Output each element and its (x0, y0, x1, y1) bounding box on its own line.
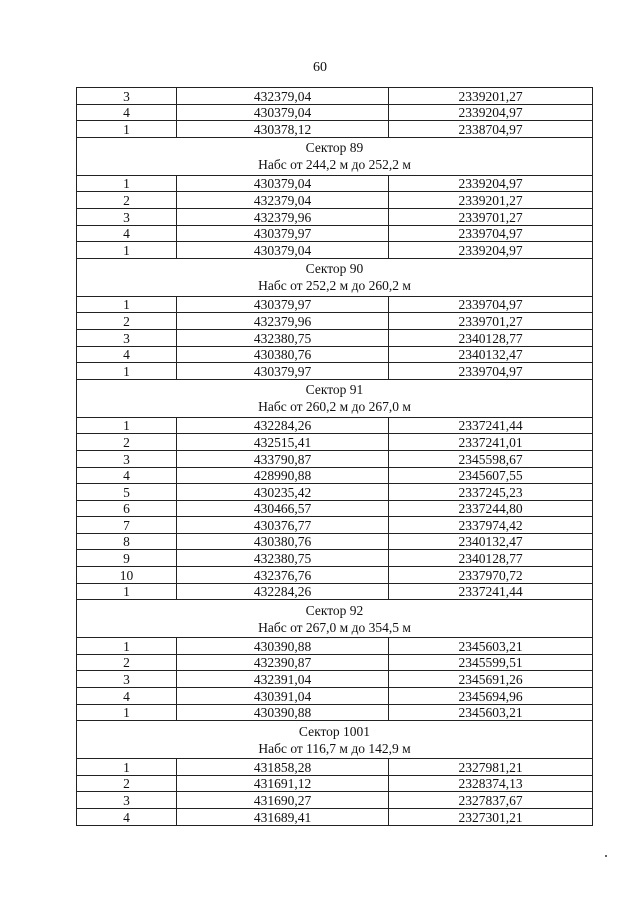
table-row (77, 533, 593, 550)
table-row (77, 759, 593, 776)
y-coordinate-cell: 2339201,27 (389, 88, 593, 105)
y-coordinate-cell: 2327837,67 (389, 792, 593, 809)
x-coordinate-cell: 432376,76 (177, 567, 389, 584)
point-number-cell: 2 (77, 434, 177, 451)
x-coordinate-cell: 430379,97 (177, 363, 389, 380)
table-row (77, 242, 593, 259)
point-number-cell: 4 (77, 346, 177, 363)
table-row (77, 654, 593, 671)
table-row (77, 484, 593, 501)
y-coordinate-cell: 2337970,72 (389, 567, 593, 584)
x-coordinate-cell: 430379,04 (177, 242, 389, 259)
x-coordinate-cell: 430376,77 (177, 517, 389, 534)
table-row (77, 88, 593, 105)
y-coordinate-cell: 2345603,21 (389, 704, 593, 721)
sector-header-row (77, 258, 593, 296)
x-coordinate-cell: 430379,04 (177, 104, 389, 121)
table-row (77, 192, 593, 209)
sector-height-range: Набс от 116,7 м до 142,9 м (258, 740, 411, 756)
point-number-cell: 1 (77, 638, 177, 655)
x-coordinate-cell: 430379,97 (177, 296, 389, 313)
x-coordinate-cell: 430390,88 (177, 638, 389, 655)
table-row (77, 104, 593, 121)
sector-header-row (77, 379, 593, 417)
point-number-cell: 1 (77, 583, 177, 600)
table-row (77, 517, 593, 534)
y-coordinate-cell: 2339201,27 (389, 192, 593, 209)
table-row (77, 175, 593, 192)
sector-title: Сектор 89 (305, 140, 364, 156)
table-row (77, 638, 593, 655)
y-coordinate-cell: 2340128,77 (389, 329, 593, 346)
page-number: 60 (313, 60, 327, 75)
x-coordinate-cell: 432379,96 (177, 208, 389, 225)
sector-title: Сектор 91 (305, 382, 364, 398)
point-number-cell: 7 (77, 517, 177, 534)
table-row (77, 500, 593, 517)
table-row (77, 434, 593, 451)
x-coordinate-cell: 430391,04 (177, 688, 389, 705)
y-coordinate-cell: 2337241,01 (389, 434, 593, 451)
table-row (77, 704, 593, 721)
y-coordinate-cell: 2337241,44 (389, 583, 593, 600)
table-row (77, 688, 593, 705)
y-coordinate-cell: 2345694,96 (389, 688, 593, 705)
y-coordinate-cell: 2339204,97 (389, 242, 593, 259)
x-coordinate-cell: 432284,26 (177, 583, 389, 600)
x-coordinate-cell: 432379,04 (177, 88, 389, 105)
point-number-cell: 3 (77, 88, 177, 105)
table-row (77, 583, 593, 600)
x-coordinate-cell: 432515,41 (177, 434, 389, 451)
point-number-cell: 3 (77, 450, 177, 467)
x-coordinate-cell: 430379,97 (177, 225, 389, 242)
point-number-cell: 9 (77, 550, 177, 567)
x-coordinate-cell: 430380,76 (177, 346, 389, 363)
point-number-cell: 1 (77, 175, 177, 192)
table-row (77, 329, 593, 346)
table-row (77, 208, 593, 225)
y-coordinate-cell: 2345599,51 (389, 654, 593, 671)
point-number-cell: 3 (77, 792, 177, 809)
point-number-cell: 4 (77, 688, 177, 705)
point-number-cell: 1 (77, 704, 177, 721)
y-coordinate-cell: 2340132,47 (389, 533, 593, 550)
y-coordinate-cell: 2345607,55 (389, 467, 593, 484)
x-coordinate-cell: 431689,41 (177, 809, 389, 826)
y-coordinate-cell: 2339704,97 (389, 296, 593, 313)
y-coordinate-cell: 2337245,23 (389, 484, 593, 501)
table-row (77, 792, 593, 809)
x-coordinate-cell: 432284,26 (177, 417, 389, 434)
point-number-cell: 5 (77, 484, 177, 501)
point-number-cell: 3 (77, 208, 177, 225)
table-row (77, 121, 593, 138)
point-number-cell: 4 (77, 809, 177, 826)
x-coordinate-cell: 432380,75 (177, 550, 389, 567)
y-coordinate-cell: 2339204,97 (389, 104, 593, 121)
x-coordinate-cell: 431691,12 (177, 775, 389, 792)
table-row (77, 450, 593, 467)
x-coordinate-cell: 433790,87 (177, 450, 389, 467)
y-coordinate-cell: 2340128,77 (389, 550, 593, 567)
x-coordinate-cell: 432379,04 (177, 192, 389, 209)
y-coordinate-cell: 2339701,27 (389, 313, 593, 330)
point-number-cell: 4 (77, 467, 177, 484)
x-coordinate-cell: 430235,42 (177, 484, 389, 501)
point-number-cell: 2 (77, 313, 177, 330)
x-coordinate-cell: 432390,87 (177, 654, 389, 671)
y-coordinate-cell: 2337974,42 (389, 517, 593, 534)
sector-header (77, 137, 593, 175)
table-row (77, 775, 593, 792)
point-number-cell: 1 (77, 121, 177, 138)
scan-mark (605, 855, 607, 857)
coordinates-table (76, 87, 593, 826)
sector-title: Сектор 92 (305, 602, 364, 618)
sector-header (77, 721, 593, 759)
point-number-cell: 4 (77, 104, 177, 121)
x-coordinate-cell: 432391,04 (177, 671, 389, 688)
point-number-cell: 2 (77, 654, 177, 671)
y-coordinate-cell: 2345691,26 (389, 671, 593, 688)
y-coordinate-cell: 2337241,44 (389, 417, 593, 434)
y-coordinate-cell: 2345598,67 (389, 450, 593, 467)
point-number-cell: 1 (77, 296, 177, 313)
y-coordinate-cell: 2327981,21 (389, 759, 593, 776)
y-coordinate-cell: 2339704,97 (389, 363, 593, 380)
y-coordinate-cell: 2340132,47 (389, 346, 593, 363)
point-number-cell: 1 (77, 417, 177, 434)
x-coordinate-cell: 430466,57 (177, 500, 389, 517)
sector-height-range: Набс от 252,2 м до 260,2 м (258, 278, 411, 294)
y-coordinate-cell: 2345603,21 (389, 638, 593, 655)
table-row (77, 296, 593, 313)
table-row (77, 809, 593, 826)
point-number-cell: 1 (77, 242, 177, 259)
coordinates-table-body (77, 88, 593, 826)
sector-height-range: Набс от 267,0 м до 354,5 м (258, 619, 411, 635)
table-row (77, 313, 593, 330)
point-number-cell: 6 (77, 500, 177, 517)
x-coordinate-cell: 431690,27 (177, 792, 389, 809)
x-coordinate-cell: 428990,88 (177, 467, 389, 484)
x-coordinate-cell: 431858,28 (177, 759, 389, 776)
point-number-cell: 1 (77, 363, 177, 380)
x-coordinate-cell: 430379,04 (177, 175, 389, 192)
table-row (77, 550, 593, 567)
table-row (77, 363, 593, 380)
table-row (77, 225, 593, 242)
point-number-cell: 1 (77, 759, 177, 776)
x-coordinate-cell: 432380,75 (177, 329, 389, 346)
table-row (77, 567, 593, 584)
table-row (77, 346, 593, 363)
table-row (77, 467, 593, 484)
y-coordinate-cell: 2327301,21 (389, 809, 593, 826)
sector-header-row (77, 600, 593, 638)
point-number-cell: 2 (77, 775, 177, 792)
y-coordinate-cell: 2339204,97 (389, 175, 593, 192)
point-number-cell: 3 (77, 329, 177, 346)
table-row (77, 417, 593, 434)
point-number-cell: 4 (77, 225, 177, 242)
y-coordinate-cell: 2339704,97 (389, 225, 593, 242)
sector-header (77, 258, 593, 296)
x-coordinate-cell: 430390,88 (177, 704, 389, 721)
y-coordinate-cell: 2338704,97 (389, 121, 593, 138)
sector-header (77, 379, 593, 417)
x-coordinate-cell: 432379,96 (177, 313, 389, 330)
sector-header-row (77, 721, 593, 759)
sector-height-range: Набс от 244,2 м до 252,2 м (258, 157, 411, 173)
sector-header (77, 600, 593, 638)
sector-header-row (77, 137, 593, 175)
y-coordinate-cell: 2328374,13 (389, 775, 593, 792)
point-number-cell: 3 (77, 671, 177, 688)
table-row (77, 671, 593, 688)
sector-title: Сектор 90 (305, 261, 364, 277)
y-coordinate-cell: 2337244,80 (389, 500, 593, 517)
x-coordinate-cell: 430380,76 (177, 533, 389, 550)
sector-title: Сектор 1001 (298, 723, 371, 739)
x-coordinate-cell: 430378,12 (177, 121, 389, 138)
sector-height-range: Набс от 260,2 м до 267,0 м (258, 399, 411, 415)
y-coordinate-cell: 2339701,27 (389, 208, 593, 225)
point-number-cell: 2 (77, 192, 177, 209)
point-number-cell: 10 (77, 567, 177, 584)
point-number-cell: 8 (77, 533, 177, 550)
